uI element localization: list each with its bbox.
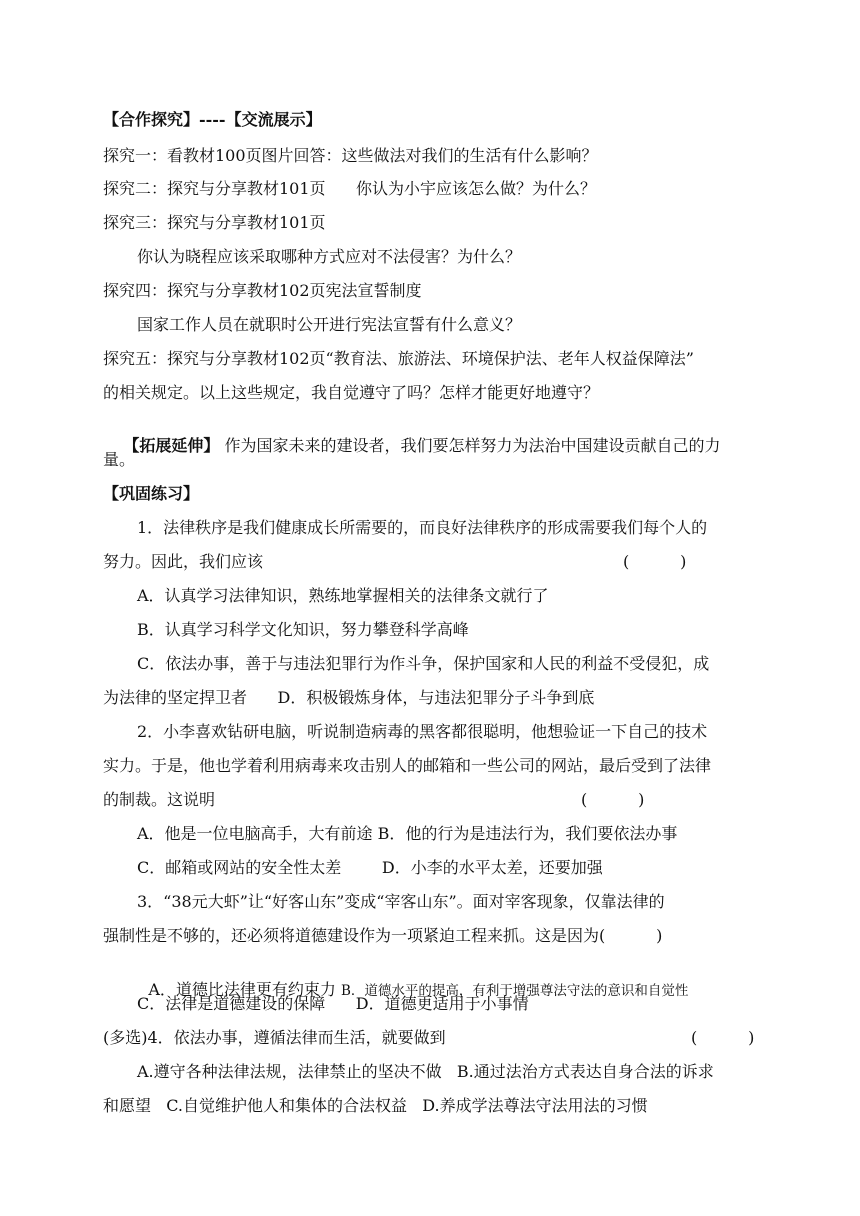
q3-option-a: A．道德比法律更有约束力 [148, 980, 341, 999]
q2-answer-blank: ( ) [581, 790, 645, 809]
q3-option-b: B．道德水平的提高，有利于增强尊法守法的意识和自觉性 [341, 983, 689, 999]
q1-option-b: B．认真学习科学文化知识，努力攀登科学高峰 [137, 620, 469, 639]
q3-line1: 3．“38元大虾”让“好客山东”变成“宰客山东”。面对宰客现象，仅靠法律的 [137, 892, 665, 911]
q3-options-cd: C．法律是道德建设的保障 D．道德更适用于小事情 [137, 994, 529, 1013]
q4-options-cd: 和愿望 C.自觉维护他人和集体的合法权益 D.养成学法尊法守法用法的习惯 [103, 1096, 648, 1115]
q1-option-c-line1: C．依法办事，善于与违法犯罪行为作斗争，保护国家和人民的利益不受侵犯，成 [137, 654, 710, 673]
q1-answer-blank: ( ) [623, 552, 687, 571]
practice-heading: 【巩固练习】 [103, 484, 200, 503]
q1-line2: 努力。因此，我们应该 [103, 552, 264, 571]
q2-line3: 的制裁。这说明 [103, 790, 216, 809]
q4-line1: (多选)4．依法办事，遵循法律而生活，就要做到 [103, 1028, 446, 1047]
extension-text-line2: 量。 [103, 450, 136, 469]
q2-options-cd: C．邮箱或网站的安全性太差 D．小李的水平太差，还要加强 [137, 858, 603, 877]
q2-line1: 2．小李喜欢钻研电脑，听说制造病毒的黑客都很聪明，他想验证一下自己的技术 [137, 722, 708, 741]
q4-answer-blank: ( ) [691, 1028, 755, 1047]
q2-options-ab: A．他是一位电脑高手，大有前途 B．他的行为是违法行为，我们要依法办事 [137, 824, 678, 843]
q2-line2: 实力。于是，他也学着利用病毒来攻击别人的邮箱和一些公司的网站，最后受到了法律 [103, 756, 712, 775]
inquiry-1: 探究一：看教材100页图片回答：这些做法对我们的生活有什么影响？ [103, 146, 598, 165]
inquiry-5-line1: 探究五：探究与分享教材102页“教育法、旅游法、环境保护法、老年人权益保障法” [103, 349, 694, 368]
cooperation-heading: 【合作探究】----【交流展示】 [103, 110, 322, 129]
inquiry-2: 探究二：探究与分享教材101页 你认为小宇应该怎么做？为什么？ [103, 179, 597, 198]
q3-line2: 强制性是不够的，还必须将道德建设作为一项紧迫工程来抓。这是因为( ) [103, 926, 663, 945]
inquiry-4: 探究四：探究与分享教材102页宪法宣誓制度 [103, 281, 422, 300]
q1-option-a: A．认真学习法律知识，熟练地掌握相关的法律条文就行了 [137, 586, 549, 605]
inquiry-4-question: 国家工作人员在就职时公开进行宪法宣誓有什么意义？ [137, 315, 522, 334]
inquiry-5-line2: 的相关规定。以上这些规定，我自觉遵守了吗？怎样才能更好地遵守？ [103, 383, 600, 402]
inquiry-3-question: 你认为晓程应该采取哪种方式应对不法侵害？为什么？ [137, 247, 522, 266]
q1-line1: 1．法律秩序是我们健康成长所需要的，而良好法律秩序的形成需要我们每个人的 [137, 518, 708, 537]
inquiry-3: 探究三：探究与分享教材101页 [103, 213, 326, 232]
q1-option-c-line2: 为法律的坚定捍卫者 D．积极锻炼身体，与违法犯罪分子斗争到底 [103, 688, 595, 707]
q4-options-ab: A.遵守各种法律法规，法律禁止的坚决不做 B.通过法治方式表达自身合法的诉求 [137, 1062, 714, 1081]
extension-text: 作为国家未来的建设者，我们要怎样努力为法治中国建设贡献自己的力 [219, 436, 721, 455]
extension-title: 【拓展延伸】 [123, 436, 220, 455]
